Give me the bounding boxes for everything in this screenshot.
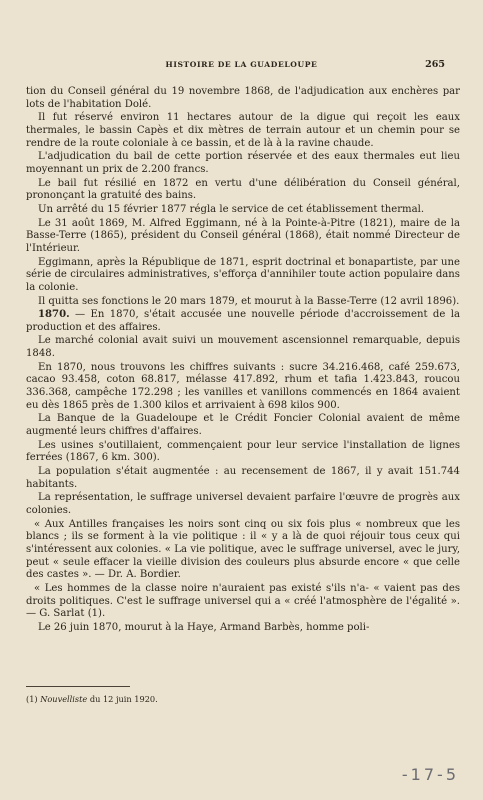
footnote-text: du 12 juin 1920. bbox=[89, 694, 158, 704]
running-title: HISTOIRE DE LA GUADELOUPE bbox=[165, 60, 318, 69]
paragraph: La représentation, le suffrage universel devaient parfaire l'œuvre de progrès aux colonies. bbox=[26, 492, 460, 516]
paragraph: La population s'était augmentée : au recensement de 1867, il y avait 151.744 habitants. bbox=[26, 466, 460, 490]
quotation-bordier: « Aux Antilles françaises les noirs sont cinq ou six fois plus « nombreux que les blancs ; ils se forment à la vie politique : il « y a là de quoi réjouir tous ceux qui s'intéressent aux colonies. « La vie politique, avec le suffrage universel, avec le jury, peut « seule effacer la vieille division des couleurs plus absurde encore « que celle des castes ». — Dr. A. Bordier. bbox=[26, 518, 460, 581]
paragraph: Il fut réservé environ 11 hectares autour de la digue qui reçoit les eaux thermales, le bassin Capès et dix mètres de terrain autour et un chemin pour se rendre de la route coloniale à ce bassin, et de là à la ravine chaude. bbox=[26, 112, 460, 149]
paragraph: Le 26 juin 1870, mourut à la Haye, Armand Barbès, homme poli- bbox=[38, 621, 370, 633]
paragraph: La Banque de la Guadeloupe et le Crédit Foncier Colonial avaient de même augmenté leurs chiffres d'affaires. bbox=[26, 413, 460, 438]
paragraph: Le marché colonial avait suivi un mouvement ascensionnel remarquable, depuis 1848. bbox=[26, 335, 460, 360]
paragraph: Un arrêté du 15 février 1877 régla le service de cet établissement thermal. bbox=[38, 203, 425, 215]
paragraph-text: — En 1870, s'était accusée une nouvelle période d'accroissement de la production et des affaires. bbox=[26, 309, 460, 333]
paragraph: En 1870, nous trouvons les chiffres suivants : sucre 34.216.468, café 259.673, cacao 93.458, coton 68.817, mélasse 417.892, rhum et tafia 1.423.843, roucou 336.368, campêche 172.298 ; les vanilles et vanillons commencés en 1864 avaient eu dès 1865 près de 1.300 kilos et arrivaient à 698 kilos 900. bbox=[26, 361, 460, 411]
page-header bbox=[24, 60, 459, 74]
pencil-annotation: -17-5 bbox=[401, 765, 459, 784]
quotation-sarlat: « Les hommes de la classe noire n'auraient pas existé s'ils n'a- « vaient pas des droits politiques. C'est le suffrage universel qui a « créé l'atmosphère de l'égalité ». — G. Sarlat (1). bbox=[26, 582, 460, 620]
paragraph: Eggimann, après la République de 1871, esprit doctrinal et bonapartiste, par une série de circulaires administratives, s'efforça d'annihiler toute action populaire dans la colonie. bbox=[26, 256, 460, 293]
paragraph: L'adjudication du bail de cette portion réservée et des eaux thermales eut lieu moyennant un prix de 2.200 francs. bbox=[26, 151, 460, 175]
footnote bbox=[26, 694, 326, 704]
page-number: 265 bbox=[425, 59, 445, 70]
footnote-marker: (1) bbox=[26, 694, 38, 704]
paragraph-1870 bbox=[26, 309, 460, 334]
footnote-rule bbox=[26, 686, 130, 687]
paragraph: Il quitta ses fonctions le 20 mars 1879, et mourut à la Basse-Terre (12 avril 1896). bbox=[38, 295, 460, 307]
body-text bbox=[26, 86, 460, 636]
paragraph: Le bail fut résilié en 1872 en vertu d'une délibération du Conseil général, prononçant la gratuité des bains. bbox=[26, 177, 460, 202]
paragraph: Les usines s'outillaient, commençaient pour leur service l'installation de lignes ferrées (1867, 6 km. 300). bbox=[26, 439, 460, 464]
footnote-source: Nouvelliste bbox=[40, 694, 88, 704]
section-year: 1870. bbox=[38, 309, 70, 321]
paragraph: Le 31 août 1869, M. Alfred Eggimann, né à la Pointe-à-Pitre (1821), maire de la Basse-Terre (1865), président du Conseil général (1868), était nommé Directeur de l'Intérieur. bbox=[26, 217, 460, 254]
paragraph: tion du Conseil général du 19 novembre 1868, de l'adjudication aux enchères par lots de l'habitation Dolé. bbox=[26, 86, 460, 110]
